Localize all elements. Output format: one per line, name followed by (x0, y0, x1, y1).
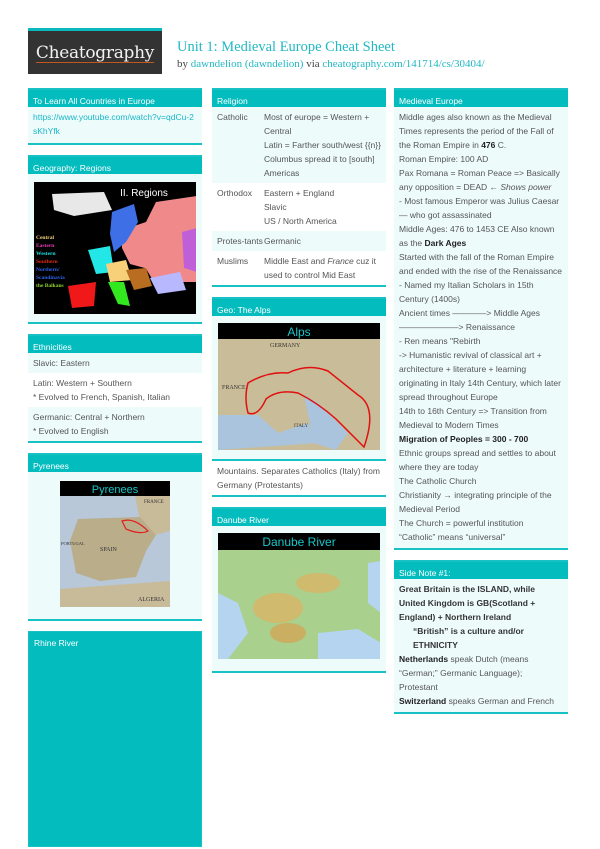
line: Ethnic groups spread and settles to about where they are today (399, 448, 556, 472)
svg-text:Pyrenees: Pyrenees (91, 484, 139, 496)
ethnicity-row (28, 353, 202, 373)
line (399, 652, 563, 694)
title-block (177, 39, 485, 70)
danube-map (218, 533, 380, 659)
religion-row (212, 183, 386, 231)
line (399, 166, 563, 194)
section-side-note (394, 560, 568, 714)
line: - Ren means "Rebirth (399, 336, 481, 346)
svg-text:FRANCE: FRANCE (144, 500, 164, 505)
religion-key: Catholic (217, 112, 248, 122)
ethnicity-text: Germanic: Central + Northern (33, 412, 145, 422)
line (399, 694, 563, 708)
emphasis: Shows power (500, 182, 552, 192)
svg-text:Central: Central (36, 235, 55, 241)
line: Ancient times ————> Middle Ages (399, 308, 541, 318)
section-religion (212, 88, 386, 287)
ethnicity-row (28, 407, 202, 441)
column-1 (28, 88, 202, 847)
svg-text:Western: Western (36, 251, 56, 257)
section-title: Ethnicities (28, 334, 202, 353)
svg-text:GERMANY: GERMANY (270, 343, 301, 349)
svg-text:ITALY: ITALY (294, 424, 309, 429)
danube-map-image (218, 533, 380, 659)
section-ethnicities (28, 334, 202, 443)
bold-text: Switzerland (399, 696, 447, 706)
sheet-url-link[interactable]: cheatography.com/141714/cs/30404/ (322, 58, 485, 70)
byline (177, 58, 485, 70)
section-title: To Learn All Countries in Europe (28, 88, 202, 107)
line: - Most famous Emperor was Julius Caesar — who got assassinated (399, 196, 560, 220)
text: C. (495, 140, 507, 150)
section-title: Danube River (212, 507, 386, 526)
svg-text:SPAIN: SPAIN (100, 547, 117, 553)
cheatography-logo[interactable] (28, 28, 162, 74)
section-title: Medieval Europe (394, 88, 568, 107)
line: The Catholic Church (399, 476, 477, 486)
section-medieval-europe (394, 88, 568, 550)
medieval-body (394, 107, 568, 548)
section-title: Religion (212, 88, 386, 107)
religion-key: Protes-tants (217, 236, 263, 246)
text: Middle East and (264, 256, 328, 266)
ethnicity-note: * Evolved to French, Spanish, Italian (33, 392, 171, 402)
svg-text:Scandinavia: Scandinavia (36, 275, 65, 281)
section-alps (212, 297, 386, 497)
ethnicity-text: Slavic: Eastern (33, 358, 90, 368)
svg-text:FRANCE: FRANCE (222, 385, 246, 391)
line (399, 582, 563, 624)
europe-regions-map (34, 182, 196, 314)
page-title: Unit 1: Medieval Europe Cheat Sheet (177, 39, 395, 55)
text: Middle ages also known as the Medieval Times represents the period of the Fall of the Roman Empire in (399, 112, 554, 150)
svg-text:Alps: Alps (287, 325, 311, 339)
svg-text:Southern: Southern (36, 259, 58, 265)
alps-caption: Mountains. Separates Catholics (Italy) from Germany (Protestants) (212, 459, 386, 495)
text: cuz it used to control Mid East (264, 256, 376, 280)
text: speaks German and French (446, 696, 554, 706)
religion-row (212, 251, 386, 285)
religion-value (264, 110, 381, 180)
text: speak Dutch (means “German;” Germanic Language); Protestant (399, 654, 529, 692)
line: -> Humanistic revival of classical art + architecture + literature + learning originating in Italy 14th Century, which later spread throughout Europe (399, 350, 561, 402)
pyrenees-map (60, 481, 170, 607)
regions-map-image (34, 182, 196, 314)
religion-value (264, 254, 381, 282)
column-2 (212, 88, 386, 683)
section-title: Geo: The Alps (212, 297, 386, 316)
section-learn-countries (28, 88, 202, 145)
svg-text:PORTUGAL: PORTUGAL (61, 541, 85, 546)
svg-text:Eastern: Eastern (36, 243, 55, 249)
bold-text: Dark Ages (424, 238, 467, 248)
text: Middle Ages: 476 to 1453 CE Also known as the (399, 224, 555, 248)
section-title: Pyrenees (28, 453, 202, 472)
bold-text: 476 (481, 140, 496, 150)
religion-value (264, 186, 381, 228)
line: US / North America (264, 216, 337, 226)
logo-text: Cheatography (35, 42, 155, 63)
svg-text:Danube River: Danube River (262, 535, 336, 549)
section-danube (212, 507, 386, 673)
religion-key: Muslims (217, 256, 249, 266)
alps-map (218, 323, 380, 450)
section-title: Rhine River (29, 632, 201, 651)
bold-text: Migration of Peoples = 300 - 700 (399, 434, 529, 444)
pyrenees-map-image (60, 481, 170, 607)
line: “Catholic” means “universal” (399, 532, 506, 542)
line: Christianity → integrating principle of the Medieval Period (399, 490, 552, 514)
alps-map-image (218, 323, 380, 450)
section-pyrenees (28, 453, 202, 621)
line: Latin = Farther south/west {{n}} (264, 140, 381, 150)
section-rhine-river (28, 631, 202, 847)
line: The Church = powerful institution (399, 518, 524, 528)
line: 14th to 16th Century => Transition from Medieval to Modern Times (399, 406, 547, 430)
line (399, 624, 563, 652)
ethnicity-text: Latin: Western + Southern (33, 378, 132, 388)
line: Started with the fall of the Roman Empire and ended with the rise of the Renaissance (399, 252, 563, 276)
section-title: Geography: Regions (28, 155, 202, 174)
ethnicity-row (28, 373, 202, 407)
bold-text: Great Britain is the ISLAND, while United Kingdom is GB(Scotland + England) + Northern Ireland (399, 584, 536, 622)
svg-text:the Balkans: the Balkans (36, 283, 64, 289)
bold-text: Netherlands (399, 654, 449, 664)
section-regions (28, 155, 202, 324)
section-title: Side Note #1: (394, 560, 568, 579)
svg-text:Northern/: Northern/ (36, 267, 60, 273)
via-label: via (306, 58, 320, 70)
religion-row (212, 107, 386, 183)
youtube-link[interactable]: https://www.youtube.com/watch?v=qdCu-2sKhYfk (33, 112, 194, 136)
line: Slavic (264, 202, 287, 212)
paragraph (399, 110, 563, 152)
line: Eastern + England (264, 188, 335, 198)
svg-text:II. Regions: II. Regions (120, 188, 168, 199)
svg-text:ALGERIA: ALGERIA (138, 597, 165, 603)
religion-key: Orthodox (217, 188, 252, 198)
line: Columbus spread it to [south] Americas (264, 154, 375, 178)
line: ———————> Renaissance (399, 322, 515, 332)
religion-value: Germanic (264, 236, 301, 246)
religion-row (212, 231, 386, 251)
line: Most of europe = Western + Central (264, 112, 370, 136)
emphasis: France (327, 256, 354, 266)
text: Pax Romana = Roman Peace => Basically any opposition = DEAD ← (399, 168, 560, 192)
bold-text: “British” is a culture and/or ETHNICITY (413, 626, 524, 650)
line (399, 222, 563, 250)
line (399, 432, 563, 446)
side-note-body (394, 579, 568, 712)
by-label: by (177, 58, 188, 70)
column-3 (394, 88, 568, 724)
line: - Named my Italian Scholars in 15th Century (1400s) (399, 280, 534, 304)
ethnicity-note: * Evolved to English (33, 426, 109, 436)
author-link[interactable]: dawndelion (dawndelion) (190, 58, 304, 70)
line: Roman Empire: 100 AD (399, 154, 489, 164)
logo-underline (36, 62, 154, 63)
